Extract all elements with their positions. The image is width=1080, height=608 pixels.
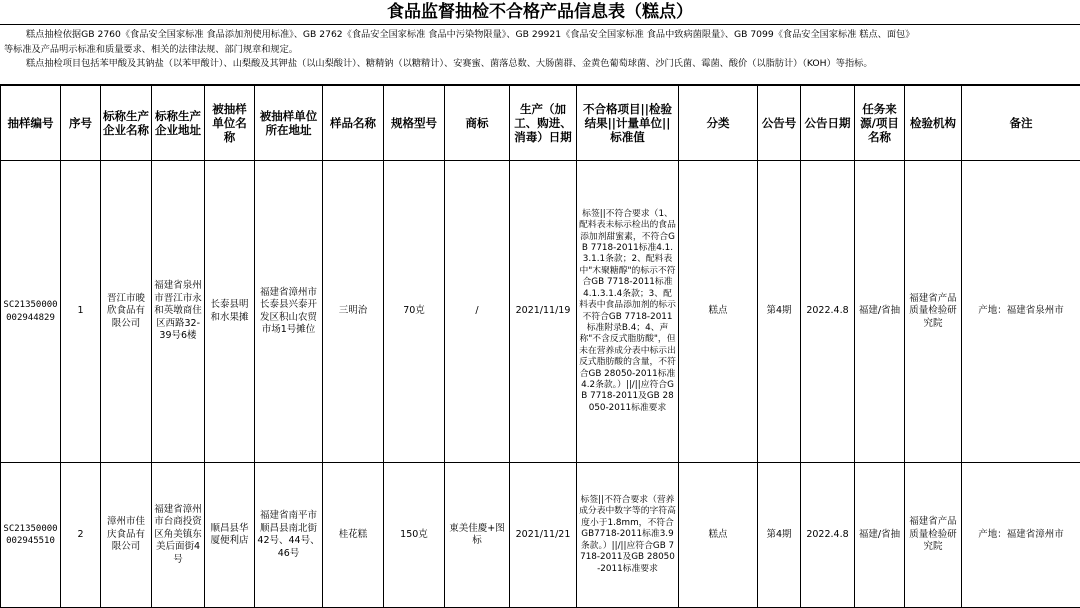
cell-sampled-unit: 顺昌县华厦便利店	[205, 463, 255, 608]
col-header-pub-date: 公告日期	[801, 86, 855, 161]
cell-spec: 70克	[384, 161, 445, 463]
note-line: 等标准及产品明示标准和质量要求、相关的法律法规、部门规章和规定。	[4, 43, 1076, 58]
cell-producer-addr: 福建省泉州市晋江市永和英墩商住区西路32-39号6楼	[152, 161, 205, 463]
cell-task-source: 福建/省抽	[855, 463, 905, 608]
cell-sample-no: SC21350000002945510	[1, 463, 61, 608]
cell-sampled-addr: 福建省漳州市长泰县兴泰开发区积山农贸市场1号摊位	[255, 161, 323, 463]
cell-producer-addr: 福建省漳州市台商投资区角美镇东美后面街4号	[152, 463, 205, 608]
cell-product: 三明治	[323, 161, 384, 463]
cell-brand: /	[445, 161, 510, 463]
col-header-nonconform: 不合格项目||检验结果||计量单位||标准值	[577, 86, 679, 161]
col-header-date: 生产（加工、购进、消毒）日期	[510, 86, 577, 161]
cell-producer: 漳州市佳庆食品有限公司	[101, 463, 152, 608]
cell-remark: 产地：福建省漳州市	[962, 463, 1080, 608]
note-line: 糕点抽检依据GB 2760《食品安全国家标准 食品添加剂使用标准》、GB 2762《食品安全国家标准 食品中污染物限量》、GB 29921《食品安全国家标准 食品中致病菌限量》、GB 7099《食品安全国家标准 糕点、面包》	[4, 28, 1076, 43]
cell-sample-no: SC21350000002944829	[1, 161, 61, 463]
col-header-producer: 标称生产企业名称	[101, 86, 152, 161]
cell-seq: 1	[61, 161, 101, 463]
col-header-remark: 备注	[962, 86, 1080, 161]
cell-bulletin: 第4期	[758, 463, 801, 608]
col-header-product: 样品名称	[323, 86, 384, 161]
cell-bulletin: 第4期	[758, 161, 801, 463]
cell-nonconform: 标签||不符合要求（1、配料表未标示检出的食品添加剂甜蜜素，不符合GB 7718-2011标准4.1.3.1.1条款；2、配料表中"木聚糖醇"的标示不符合GB 7718-2011标准4.1.3.1.4条款；3、配料表中食品添加剂的标示不符合GB 7718-2011标准附录B.4；4、声称"不含反式脂肪酸"，但未在营养成分表中标示出反式脂肪酸的含量，不符合GB 28050-2011标准4.2条款。）||/||应符合GB 7718-2011及GB 28050-2011标准要求	[577, 161, 679, 463]
col-header-brand: 商标	[445, 86, 510, 161]
col-header-lab: 检验机构	[905, 86, 962, 161]
col-header-sampled-unit: 被抽样单位名称	[205, 86, 255, 161]
cell-pub-date: 2022.4.8	[801, 161, 855, 463]
cell-product: 桂花糕	[323, 463, 384, 608]
col-header-category: 分类	[679, 86, 758, 161]
col-header-producer-addr: 标称生产企业地址	[152, 86, 205, 161]
header-row	[1, 86, 1080, 161]
notes-block	[0, 25, 1080, 85]
cell-lab: 福建省产品质量检验研究院	[905, 463, 962, 608]
cell-producer: 晋江市晙欣食品有限公司	[101, 161, 152, 463]
cell-category: 糕点	[679, 161, 758, 463]
page-title: 食品监督抽检不合格产品信息表（糕点）	[0, 0, 1080, 25]
cell-lab: 福建省产品质量检验研究院	[905, 161, 962, 463]
note-line: 糕点抽检项目包括苯甲酸及其钠盐（以苯甲酸计）、山梨酸及其钾盐（以山梨酸计）、糖精钠（以糖精计）、安赛蜜、菌落总数、大肠菌群、金黄色葡萄球菌、沙门氏菌、霉菌、酸价（以脂肪计）（KOH）等指标。	[4, 57, 1076, 72]
results-table	[0, 85, 1080, 608]
table-row	[1, 463, 1080, 608]
cell-seq: 2	[61, 463, 101, 608]
cell-sampled-addr: 福建省南平市顺昌县南北街42号、44号、46号	[255, 463, 323, 608]
col-header-sampled-addr: 被抽样单位所在地址	[255, 86, 323, 161]
cell-remark: 产地：福建省泉州市	[962, 161, 1080, 463]
col-header-bulletin: 公告号	[758, 86, 801, 161]
cell-pub-date: 2022.4.8	[801, 463, 855, 608]
cell-brand: 東美佳慶+图标	[445, 463, 510, 608]
cell-nonconform: 标签||不符合要求（营养成分表中数字等的字符高度小于1.8mm，不符合GB7718-2011标准3.9条款。）||/||应符合GB 7718-2011及GB 28050-2011标准要求	[577, 463, 679, 608]
cell-sampled-unit: 长泰县明和水果摊	[205, 161, 255, 463]
table-row	[1, 161, 1080, 463]
cell-date: 2021/11/21	[510, 463, 577, 608]
col-header-task-source: 任务来源/项目名称	[855, 86, 905, 161]
cell-spec: 150克	[384, 463, 445, 608]
cell-date: 2021/11/19	[510, 161, 577, 463]
col-header-seq: 序号	[61, 86, 101, 161]
col-header-sample-no: 抽样编号	[1, 86, 61, 161]
cell-task-source: 福建/省抽	[855, 161, 905, 463]
col-header-spec: 规格型号	[384, 86, 445, 161]
cell-category: 糕点	[679, 463, 758, 608]
